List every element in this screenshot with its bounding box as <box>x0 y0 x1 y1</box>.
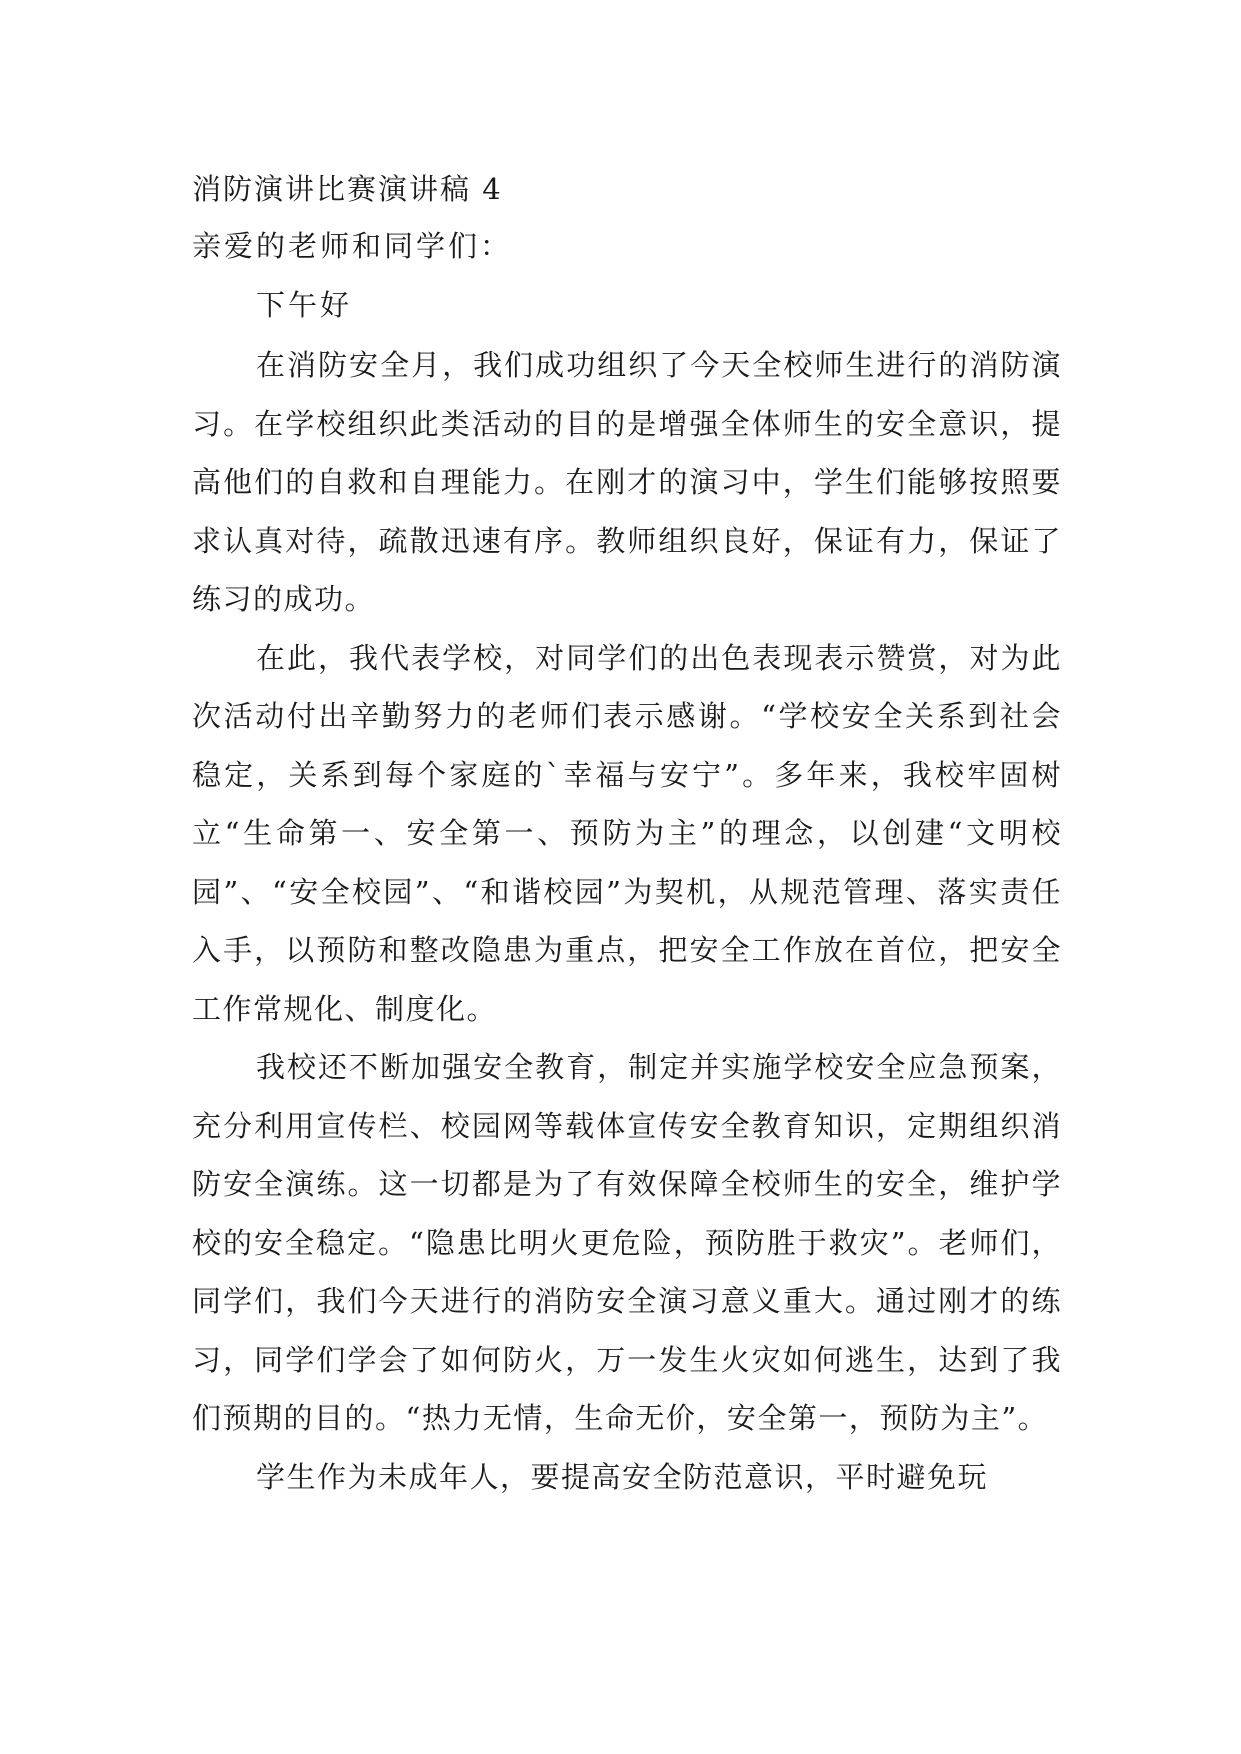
paragraph-2: 在此，我代表学校，对同学们的出色表现表示赞赏，对为此次活动付出辛勤努力的老师们表示感谢。“学校安全关系到社会稳定，关系到每个家庭的`幸福与安宁”。多年来，我校牢固树立“生命第一、安全第一、预防为主”的理念，以创建“文明校园”、“安全校园”、“和谐校园”为契机，从规范管理、落实责任入手，以预防和整改隐患为重点，把安全工作放在首位，把安全工作常规化、制度化。 <box>192 640 1062 1026</box>
paragraph-4: 学生作为未成年人，要提高安全防范意识，平时避免玩 <box>256 1459 989 1494</box>
salutation: 亲爱的老师和同学们： <box>192 229 513 263</box>
paragraph-3: 我校还不断加强安全教育，制定并实施学校安全应急预案，充分利用宣传栏、校园网等载体宣传安全教育知识，定期组织消防安全演练。这一切都是为了有效保障全校师生的安全，维护学校的安全稳定。“隐患比明火更危险，预防胜于救灾”。老师们，同学们，我们今天进行的消防安全演习意义重大。通过刚才的练习，同学们学会了如何防火，万一发生火灾如何逃生，达到了我们预期的目的。“热力无情，生命无价，安全第一，预防为主”。 <box>192 1050 1062 1435</box>
greeting: 下午好 <box>256 288 353 322</box>
document-title: 消防演讲比赛演讲稿 4 <box>192 172 503 206</box>
document-body <box>192 160 1062 1506</box>
paragraph-1: 在消防安全月，我们成功组织了今天全校师生进行的消防演习。在学校组织此类活动的目的是增强全体师生的安全意识，提高他们的自救和自理能力。在刚才的演习中，学生们能够按照要求认真对待，疏散迅速有序。教师组织良好，保证有力，保证了练习的成功。 <box>192 348 1062 616</box>
